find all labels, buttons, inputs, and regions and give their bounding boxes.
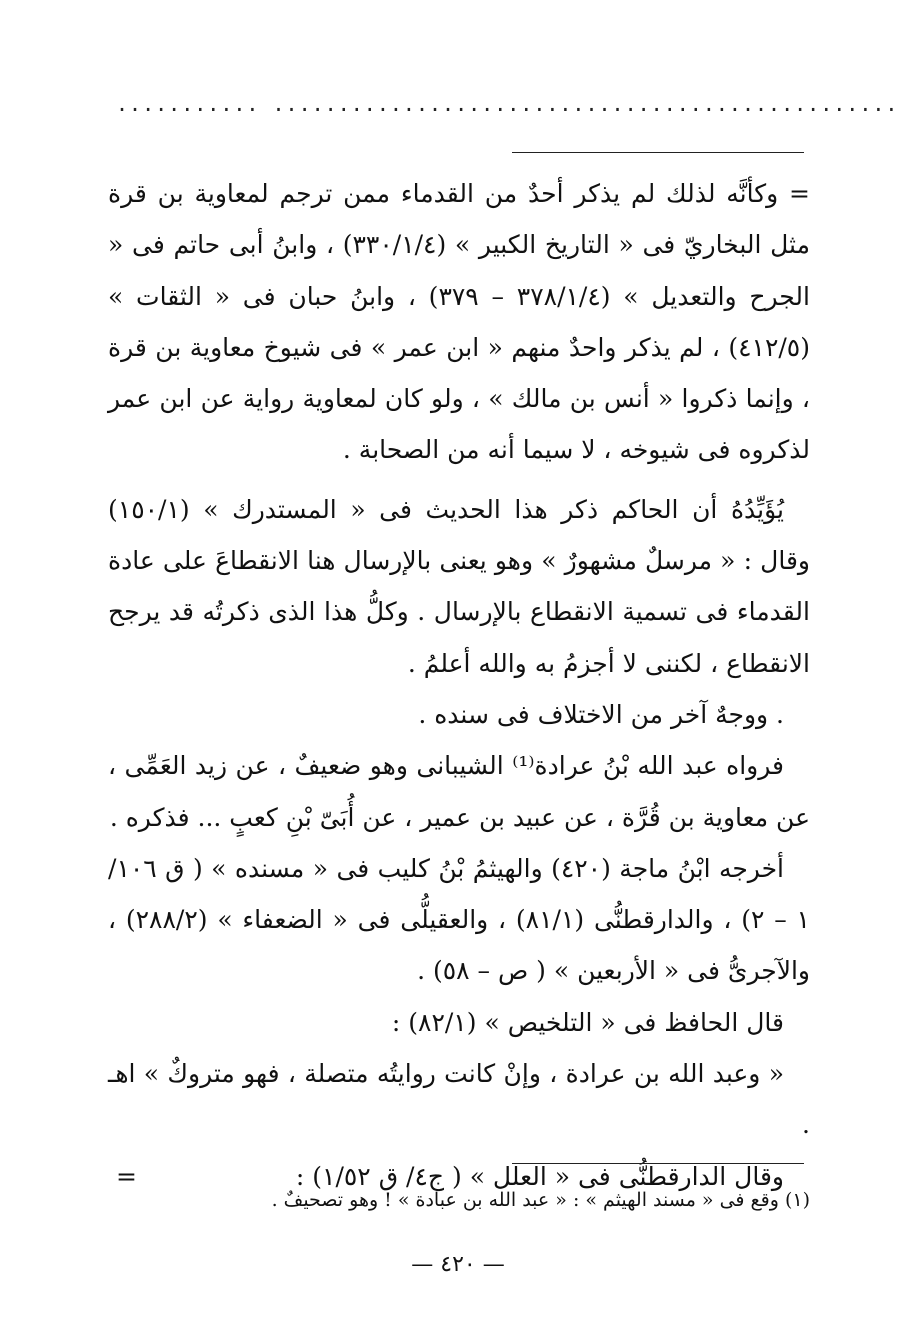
header-separator (512, 152, 804, 153)
footnote: (١) وقع فى « مسند الهيثم » : « عبد الله بن عبادة » ! وهو تصحيفٌ . (271, 1189, 810, 1211)
paragraph-3: . ووجهٌ آخر من الاختلاف فى سنده . (418, 699, 784, 729)
paragraph-2: يُؤَيِّدُهُ أن الحاكم ذكر هذا الحديث فى « المستدرك » (١٥٠/١) وقال : « مرسلٌ مشهورٌ » وهو يعنى بالإرسال هنا الانقطاعَ على عادة القدماء فى تسمية الانقطاع بالإرسال . وكلُّ هذا الذى ذكرتُه قد يرجح الانقطاع ، لكننى لا أجزمُ به والله أعلمُ . (108, 494, 810, 678)
page-number: — ٤٢٠ — (411, 1252, 505, 1277)
paragraph-5: أخرجه ابْنُ ماجة (٤٢٠) والهيثمُ بْنُ كليب فى « مسنده » ( ق ١٠٦/ ١ – ٢) ، والدارقطنُّى (٨١/١) ، والعقيلُّى فى « الضعفاء » (٢٨٨/٢) ، والآجرىُّ فى « الأربعين » ( ص – ٥٨) . (108, 853, 810, 986)
continuation-mark: = (116, 1161, 137, 1191)
paragraph-4: فرواه عبد الله بْنُ عرادة⁽¹⁾ الشيبانى وهو ضعيفٌ ، عن زيد العَمِّى ، عن معاوية بن قُرَّة ، عن عبيد بن عمير ، عن أُبَىّ بْنِ كعبٍ ... فذكره . (108, 751, 810, 832)
main-text (108, 168, 810, 1202)
footnote-separator (512, 1163, 804, 1164)
paragraph-1: = وكأنَّه لذلك لم يذكر أحدٌ من القدماء ممن ترجم لمعاوية بن قرة مثل البخاريّ فى « التاريخ الكبير » (٣٣٠/١/٤) ، وابنُ أبى حاتم فى « الجرح والتعديل » (٣٧٨/١/٤ – ٣٧٩) ، وابنُ حبان فى « الثقات » (٤١٢/٥) ، لم يذكر واحدٌ منهم « ابن عمر » فى شيوخ معاوية بن قرة ، وإنما ذكروا « أنس بن مالك » ، ولو كان لمعاوية رواية عن ابن عمر لذكروه فى شيوخه ، لا سيما أنه من الصحابة . (108, 179, 810, 465)
header-dotted-line: ........... ................................................ (116, 92, 899, 116)
paragraph-8-text: وقال الدارقطنُّى فى « العلل » ( ج٤/ ق ١/٥٢) : (295, 1161, 784, 1191)
paragraph-6: قال الحافظ فى « التلخيص » (٨٢/١) : (391, 1007, 784, 1037)
paragraph-7: « وعبد الله بن عرادة ، وإنْ كانت روايتُه متصلة ، فهو متروكٌ » اهـ . (108, 1059, 810, 1140)
